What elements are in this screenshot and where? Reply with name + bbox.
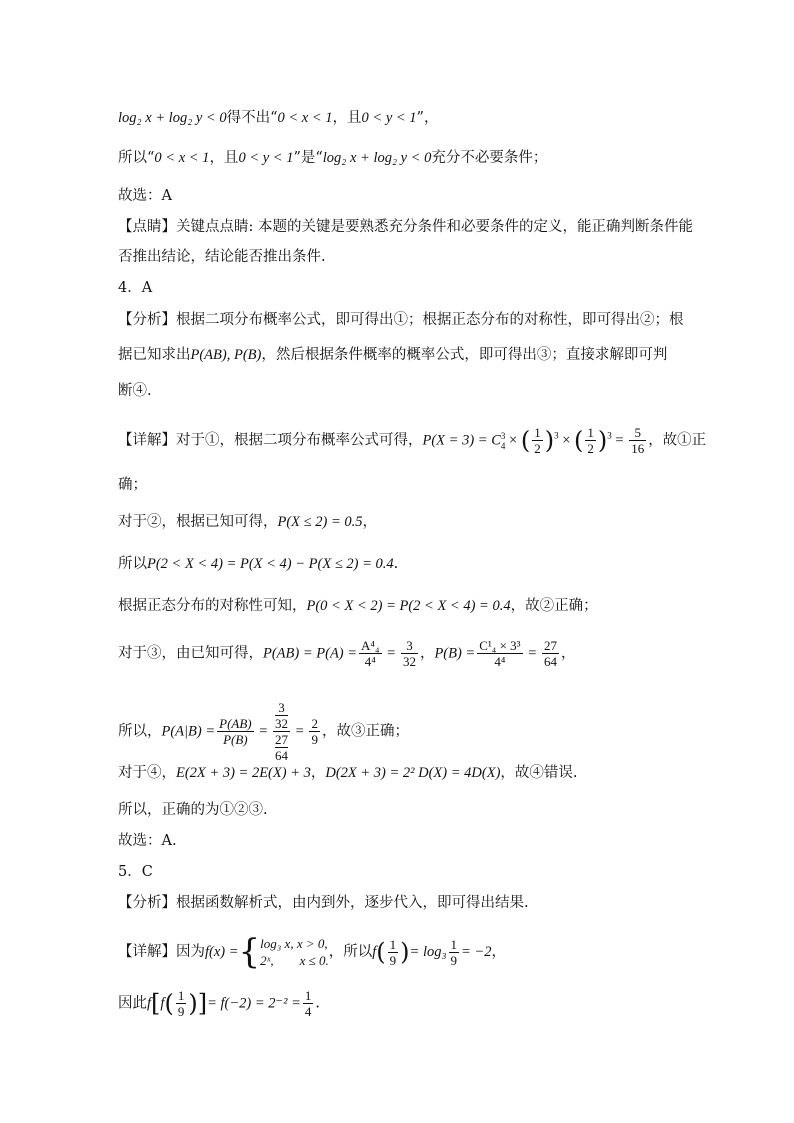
math-prob: P(2 < X < 4) = P(X < 4) − P(X ≤ 2) = 0.4 (147, 556, 394, 572)
text-line-2 (118, 148, 547, 168)
detail-line-7: 所以，P(A|B) = $\frac{P(AB)}{P(B)}$ = 3 32 27 64 = $\frac{2}{9}$ ，故③正确； (118, 700, 409, 763)
math-conditional: P(A|B) = (161, 723, 216, 740)
text-fragment: 根据正态分布的对称性可知， (118, 598, 307, 614)
math-log: = log₃ (409, 944, 447, 960)
inner-numerator: 3 (275, 700, 288, 716)
text-fragment: ”， (416, 110, 439, 126)
fraction-pab-over-pb (217, 716, 253, 747)
text-fragment: ， (561, 645, 576, 662)
math-prob: P(X ≤ 2) = 0.5 (277, 514, 363, 530)
text-fragment: ， (419, 645, 435, 662)
frac-denominator: P(B) (223, 732, 248, 747)
math-y-range: 0 < y < 1 (238, 150, 294, 166)
frac-denominator: 2 (534, 441, 541, 456)
fraction-combination (477, 638, 522, 669)
math-x-range: 0 < x < 1 (277, 110, 333, 126)
frac-numerator: A⁴₄ (361, 638, 380, 653)
key-point-line-1: 【点睛】关键点点睛: 本题的关键是要熟悉充分条件和必要条件的定义，能正确判断条件能 (118, 219, 693, 235)
fraction-result (309, 716, 320, 747)
piecewise-cases (260, 935, 329, 969)
math-log-sum: log₂ x + log₂ y < 0 (118, 110, 227, 126)
case-2: 2ˣ, x ≤ 0. (260, 953, 329, 968)
analysis-line-5: 【分析】根据函数解析式，由内到外，逐步代入，即可得出结果. (118, 895, 529, 911)
math-prob: P(AB) = P(A) = (263, 645, 358, 662)
analysis-line-2 (118, 345, 667, 365)
detail-line-2: 确； (118, 477, 147, 493)
question-number-5: 5．C (118, 864, 153, 880)
text-fragment: ，故②正确； (510, 598, 598, 614)
math-function: f (160, 995, 165, 1012)
text-fragment: 所以 (118, 556, 147, 572)
answer-line-4: 故选：A. (118, 833, 177, 849)
frac-numerator: C¹₄ × 3³ (479, 638, 521, 653)
frac-numerator: 1 (177, 988, 185, 1003)
detail-line-3 (118, 512, 377, 532)
math-y-range: 0 < y < 1 (361, 110, 417, 126)
detail-line-10: 因此f[f( $\frac{1}{9}$ )]= f(−2) = 2⁻² = $\frac{1}{4}$ . (118, 988, 320, 1019)
text-fragment: ”是“ (293, 150, 323, 166)
math-function: f (147, 995, 152, 1012)
text-fragment: ，故①正 (648, 432, 707, 449)
frac-denominator: 4 (304, 1004, 312, 1019)
text-fragment: 对于③，由已知可得， (118, 645, 263, 662)
frac-denominator (273, 732, 290, 763)
frac-numerator: 1 (587, 425, 594, 440)
frac-numerator: 1 (450, 936, 458, 952)
frac-numerator: P(AB) (219, 716, 252, 731)
frac-denominator: 9 (177, 1004, 185, 1019)
frac-denominator: 9 (311, 732, 318, 747)
frac-denominator: 32 (402, 654, 416, 669)
frac-denominator: 4⁴ (494, 654, 506, 669)
text-fragment: 【详解】因为 (118, 944, 205, 960)
frac-denominator: 16 (631, 441, 645, 456)
frac-denominator: 9 (389, 952, 397, 968)
detail-line-1: 【详解】对于①，根据二项分布概率公式可得，P(X = 3) = C 3 4 × ( $\frac{1}{2}$ )$^3$ × ( $\frac{1}{2}$ )$^3$ = $\frac{5}{16}$ ，故①正 (118, 425, 707, 456)
analysis-line-1: 【分析】根据二项分布概率公式，即可得出①；根据正态分布的对称性，即可得出②；根 (118, 312, 684, 328)
text-fragment: ，所以 (328, 944, 373, 960)
frac-denominator: 4⁴ (364, 654, 376, 669)
detail-line-5 (118, 596, 598, 616)
inner-denominator: 64 (275, 748, 289, 763)
fraction-one-half-a (532, 425, 543, 456)
text-fragment: ，且 (332, 110, 362, 126)
text-fragment: 所以， (118, 723, 162, 740)
fraction-one-quarter (303, 988, 314, 1019)
detail-line-8 (118, 763, 578, 783)
frac-numerator: 1 (389, 936, 397, 952)
fraction-result (629, 425, 646, 456)
power: 3 (607, 430, 612, 441)
analysis-line-3: 断④. (118, 383, 152, 399)
frac-numerator: 2 (311, 716, 318, 731)
text-fragment: 对于②，根据已知可得， (118, 514, 278, 530)
key-point-line-2: 否推出结论，结论能否推出条件. (118, 249, 326, 265)
math-variance: D(2X + 3) = 2² D(X) = 4D(X) (325, 765, 501, 781)
text-fragment: ，故③正确； (321, 723, 409, 740)
text-fragment: 得不出“ (226, 110, 278, 126)
case-1: log₃ x, x > 0, (260, 936, 328, 951)
text-fragment: . (315, 995, 320, 1012)
fraction-one-ninth (449, 937, 460, 968)
answer-line: 故选：A (118, 188, 172, 204)
frac-denominator: 9 (450, 952, 458, 968)
fraction-one-half-b (585, 425, 596, 456)
math-binomial-prob: P(X = 3) = C (422, 432, 501, 449)
math-prob: P(B) = (434, 645, 476, 662)
fraction-permutation (359, 638, 381, 669)
text-fragment: 所以“ (118, 150, 155, 166)
frac-denominator: 64 (544, 654, 557, 669)
math-x-range: 0 < x < 1 (154, 150, 210, 166)
frac-numerator: 27 (544, 638, 557, 653)
math-function: f (372, 944, 377, 960)
detail-line-4 (118, 554, 398, 574)
math-log-sum: log₂ x + log₂ y < 0 (322, 150, 432, 166)
fraction-one-ninth (388, 937, 399, 968)
question-number-4: 4．A (118, 280, 153, 296)
frac-numerator: 1 (304, 988, 312, 1003)
frac-numerator (273, 700, 290, 732)
text-fragment: 因此 (118, 995, 147, 1012)
fraction-result (401, 638, 418, 669)
text-fragment: ， (310, 765, 326, 781)
c-superscript: 3 (500, 430, 506, 441)
math-probabilities: P(AB), P(B) (190, 347, 262, 363)
text-fragment: 对于④， (118, 765, 176, 781)
frac-numerator: 3 (401, 638, 418, 654)
math-prob: P(0 < X < 2) = P(2 < X < 4) = 0.4 (306, 598, 511, 614)
text-line-1 (118, 108, 438, 128)
inner-denominator: 32 (275, 716, 289, 731)
detail-line-6: 对于③，由已知可得，P(AB) = P(A) = $\frac{\text{A⁴₄}}{\text{4⁴}}$ = $\frac{3}{32}$ ，P(B) = $\frac{\text{C¹₄ × 3³}}{\text{4⁴}}$ = $\frac{27}{64}$ ， (118, 638, 576, 669)
c-subscript: 4 (500, 440, 506, 451)
math-composite: = f(−2) = 2⁻² = (207, 995, 301, 1012)
text-fragment: ， (491, 944, 506, 960)
math-value: = −2 (461, 944, 492, 960)
text-fragment: 充分不必要条件； (431, 150, 548, 166)
text-fragment: 据已知求出 (118, 347, 191, 363)
frac-numerator: 1 (534, 425, 541, 440)
inner-numerator: 27 (275, 732, 289, 747)
frac-numerator: 5 (629, 425, 646, 441)
conclusion-line: 所以，正确的为①②③. (118, 802, 268, 818)
text-fragment: ，然后根据条件概率的概率公式，即可得出③；直接求解即可判 (261, 347, 668, 363)
compound-fraction (273, 700, 290, 763)
math-expectation: E(2X + 3) = 2E(X) + 3 (176, 765, 311, 781)
detail-line-9: 【详解】因为f(x) ={ log₃ x, x > 0, 2ˣ, x ≤ 0. ，所以f( $\frac{1}{9}$ )= log₃ $\frac{1}{9}$ = −2， (118, 932, 506, 972)
math-function: f(x) = (205, 944, 239, 960)
power: 3 (554, 430, 559, 441)
fraction-one-ninth (176, 988, 187, 1019)
frac-denominator: 2 (587, 441, 594, 456)
text-fragment: 【详解】对于①，根据二项分布概率公式可得， (118, 432, 423, 449)
text-fragment: ， (362, 514, 377, 530)
text-fragment: ，故④错误. (500, 765, 578, 781)
fraction-result (542, 638, 559, 669)
text-fragment: . (393, 556, 399, 572)
text-fragment: ，且 (209, 150, 239, 166)
